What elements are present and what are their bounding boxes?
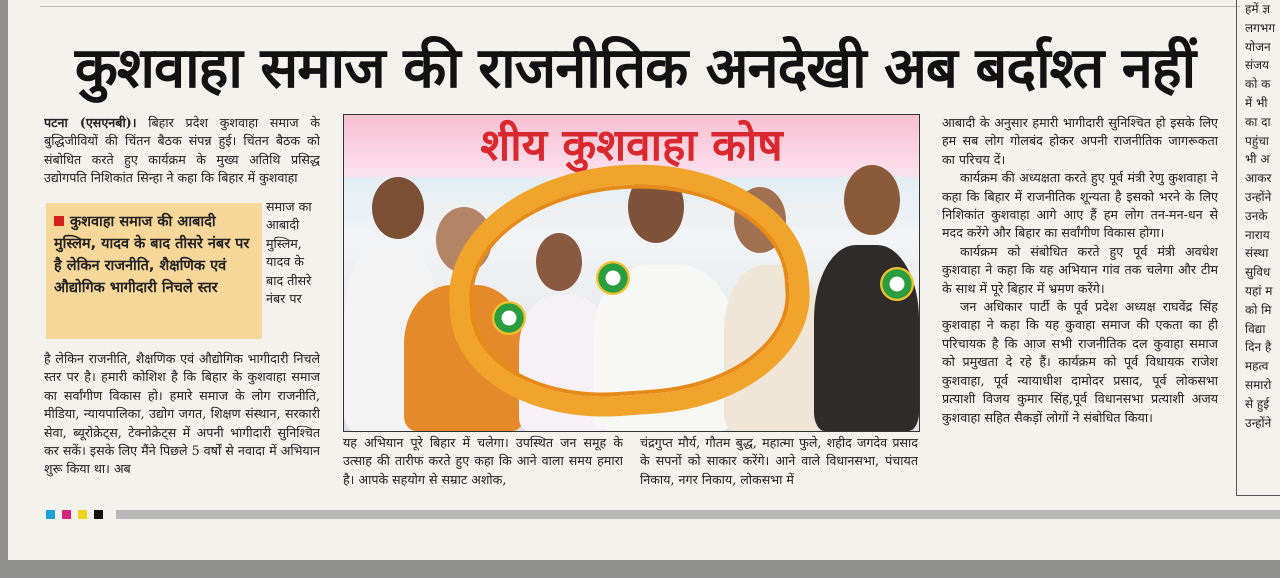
strip-line: यहां म	[1245, 283, 1273, 298]
strip-line: का दा	[1245, 114, 1271, 129]
strip-line: उनके	[1245, 208, 1268, 223]
square-bullet-icon	[54, 216, 64, 226]
headline: कुशवाहा समाज की राजनीतिक अनदेखी अब बर्दाश्त नहीं	[74, 36, 1196, 101]
left-column-bottom	[44, 350, 320, 500]
dateline: पटना (एसएनबी)।	[44, 115, 137, 130]
strip-line: भी अ	[1245, 152, 1270, 167]
registration-mark-cyan	[46, 510, 55, 519]
registration-mark-black	[94, 510, 103, 519]
pull-quote-box	[46, 203, 262, 339]
strip-line: सुविध	[1245, 265, 1271, 280]
right-para-2: कार्यक्रम की अध्यक्षता करते हुए पूर्व मंत्री रेणु कुशवाहा ने कहा कि बिहार में राजनीतिक शून्यता है इसको भरने के लिए निशिकांत कुशवाहा आगे आए हैं हम लोग तन-मन-धन से मदद करेंगे और बिहार का सर्वांगीण विकास होगा।	[942, 170, 1218, 241]
pull-quote-text: कुशवाहा समाज की आबादी मुस्लिम, यादव के बाद तीसरे नंबर पर है लेकिन राजनीति, शैक्षणिक एवं औद्योगिक भागीदारी निचले स्तर	[54, 214, 250, 296]
strip-line: समारो	[1245, 377, 1272, 392]
bottom-gray-bar	[116, 510, 1280, 519]
caption-middle: चंद्रगुप्त मौर्य, गौतम बुद्ध, महात्मा फुले, शहीद जगदेव प्रसाद के सपनों को साकार करेंगे। आने वाले विधानसभा, पंचायत निकाय, नगर निकाय, लोकसभा में	[640, 435, 918, 487]
caption-left: यह अभियान पूरे बिहार में चलेगा। उपस्थित जन समूह के उत्साह की तारीफ करते हुए कहा कि आने वाला समय हमारा है। आपके सहयोग से सम्राट अशोक,	[343, 435, 623, 487]
strip-line: को मि	[1245, 302, 1272, 317]
strip-line: हमें ज्ञ	[1245, 2, 1271, 16]
strip-line: दिन है	[1245, 340, 1272, 355]
right-para-3: कार्यक्रम को संबोधित करते हुए पूर्व मंत्री अवधेश कुशवाहा ने कहा कि यह अभियान गांव तक चलेगा और टीम के साथ में पूरे बिहार में भ्रमण करेंगे।	[942, 243, 1218, 296]
badge-rosette	[596, 261, 630, 295]
top-rule	[40, 0, 1240, 7]
person-head	[844, 165, 900, 235]
badge-rosette	[492, 301, 526, 335]
strip-line: महत्व	[1245, 359, 1269, 374]
right-para-1: आबादी के अनुसार हमारी भागीदारी सुनिश्चित हो इसके लिए हम सब लोग गोलबंद होकर अपनी राजनीतिक जागरूकता का परिचय दें।	[942, 115, 1218, 167]
photo-banner: शीय कुशवाहा कोष	[344, 115, 919, 177]
registration-mark-magenta	[62, 510, 71, 519]
strip-line: आकर	[1245, 171, 1272, 186]
strip-line: संस्था	[1245, 246, 1269, 261]
left-para-1: बिहार प्रदेश कुशवाहा समाज के बुद्धिजीवियों की चिंतन बैठक संपन्न हुई। चिंतन बैठक को संबोधित करते हुए कार्यक्रम के मुख्य अतिथि प्रसिद्ध उद्योगपति निशिकांत सिन्हा ने कहा कि बिहार में कुशवाहा	[44, 115, 320, 186]
badge-rosette	[880, 267, 914, 301]
strip-line: उन्होंने	[1245, 189, 1272, 204]
strip-line: लगभग	[1245, 20, 1276, 35]
strip-line: में भी	[1245, 95, 1268, 110]
person-head	[372, 177, 424, 239]
strip-line: को क	[1245, 77, 1271, 92]
left-column-top	[44, 114, 320, 194]
strip-line: पहुंचा	[1245, 133, 1269, 148]
adjacent-article-strip	[1236, 0, 1280, 496]
left-para-2: है लेकिन राजनीति, शैक्षणिक एवं औद्योगिक भागीदारी निचले स्तर पर है। हमारी कोशिश है कि बिहार के कुशवाहा समाज का सर्वांगीण विकास हो। हमारे समाज के लोग राजनीति, मीडिया, न्यायपालिका, उद्योग जगत, शिक्षण संस्थान, सरकारी सेवा, ब्यूरोक्रेट्स, टेक्नोक्रेट्स में अपनी भागीदारी सुनिश्चित कर सकें। इसके लिए मैंने पिछले 5 वर्षों से नवादा में अभियान शुरू किया था। अब	[44, 351, 320, 477]
right-para-4: जन अधिकार पार्टी के पूर्व प्रदेश अध्यक्ष राघवेंद्र सिंह कुशवाहा ने कहा कि यह कुवाहा समाज की एकता का ही परिचायक है कि आज सभी राजनीतिक दल कुवाहा समाज को प्रमुखता दे रहे हैं। कार्यक्रम को पूर्व विधायक राजेश कुशवाहा, पूर्व न्यायाधीश दामोदर प्रसाद, पूर्व लोकसभा प्रत्याशी विजय कुमार सिंह,पूर्व विधानसभा प्रत्याशी अजय कुशवाहा सहित सैकड़ों लोगों ने संबोधित किया।	[942, 299, 1218, 425]
strip-line: नाराय	[1245, 227, 1270, 242]
strip-line: संजय	[1245, 58, 1269, 73]
news-photo	[343, 114, 920, 432]
strip-line: योजन	[1245, 39, 1271, 54]
right-column	[942, 114, 1218, 498]
strip-line: विद्या	[1245, 321, 1266, 336]
strip-line: उन्होंने	[1245, 415, 1272, 430]
strip-line: से हुई	[1245, 396, 1270, 411]
registration-mark-yellow	[78, 510, 87, 519]
left-narrow-text: समाज का आबादी मुस्लिम, यादव के बाद तीसरे नंबर पर	[266, 199, 312, 307]
